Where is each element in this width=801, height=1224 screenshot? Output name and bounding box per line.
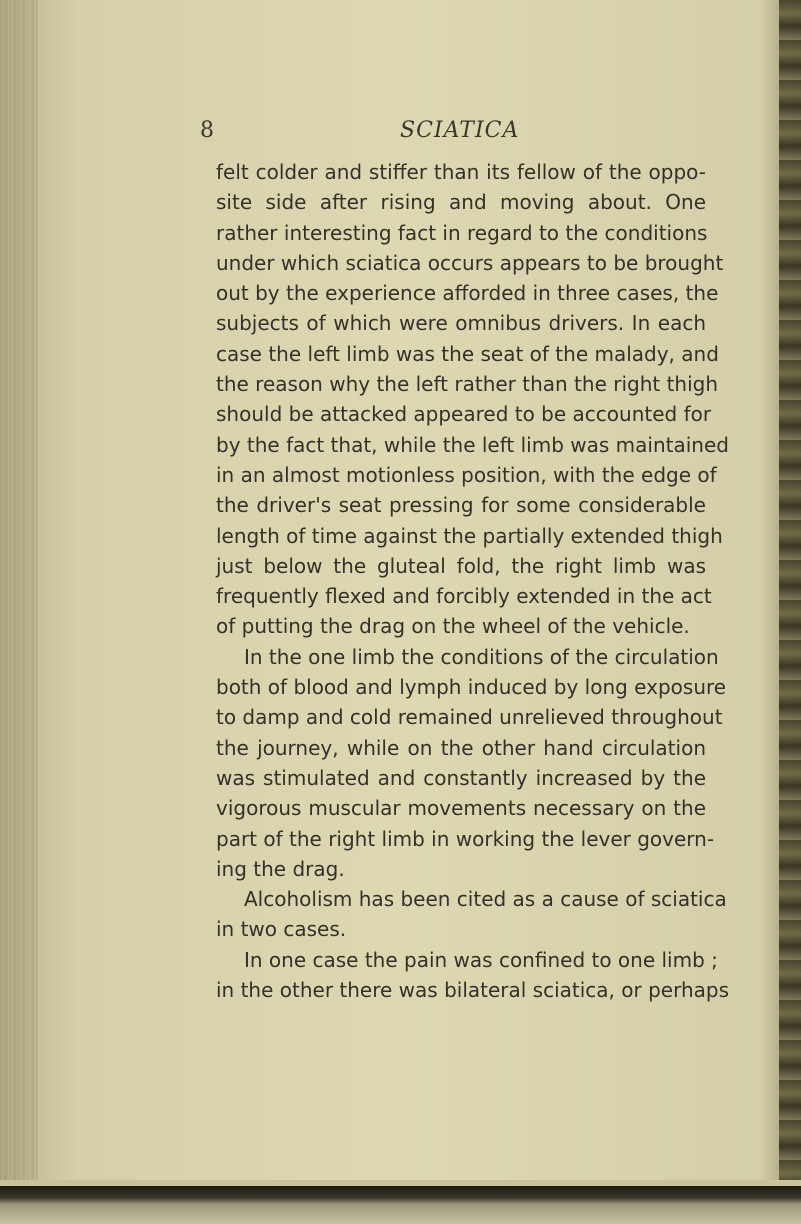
text-line: subjects of which were omnibus drivers. In each xyxy=(216,311,706,336)
text-line: rather interesting fact in regard to the conditions xyxy=(216,220,708,245)
page-left-edge xyxy=(0,0,38,1190)
page-number: 8 xyxy=(200,118,214,143)
text-line: the driver's seat pressing for some considerable xyxy=(216,493,706,518)
text-line: frequently flexed and forcibly extended in the act xyxy=(216,584,712,609)
text-line: site side after rising and moving about. One xyxy=(216,190,706,215)
text-line: by the fact that, while the left limb was maintained xyxy=(216,432,729,457)
body-text xyxy=(216,157,729,1005)
text-line: in the other there was bilateral sciatica, or perhaps xyxy=(216,978,729,1003)
page-header xyxy=(200,118,600,148)
text-line: the journey, while on the other hand circulation xyxy=(216,735,706,760)
text-line: case the left limb was the seat of the malady, and xyxy=(216,341,719,366)
text-line: under which sciatica occurs appears to be brought xyxy=(216,250,724,275)
text-line: was stimulated and constantly increased by the xyxy=(216,765,706,790)
text-line: should be attacked appeared to be accounted for xyxy=(216,402,712,427)
text-line: In the one limb the conditions of the circulation xyxy=(244,644,719,669)
text-line: length of time against the partially extended thigh xyxy=(216,523,723,548)
page-bottom-edge xyxy=(0,1180,801,1224)
text-line: both of blood and lymph induced by long exposure xyxy=(216,675,727,700)
text-line: Alcoholism has been cited as a cause of sciatica xyxy=(244,887,727,912)
text-line: just below the gluteal fold, the right limb was xyxy=(216,553,706,578)
book-spine-edge xyxy=(779,0,801,1200)
running-head: SCIATICA xyxy=(400,118,520,143)
text-line: ing the drag. xyxy=(216,856,345,881)
text-line: felt colder and stiffer than its fellow of the oppo- xyxy=(216,160,706,184)
text-line: in an almost motionless position, with the edge of xyxy=(216,462,717,487)
text-line: In one case the pain was confined to one limb ; xyxy=(244,947,718,972)
text-line: out by the experience afforded in three cases, the xyxy=(216,281,719,306)
text-line: the reason why the left rather than the right thigh xyxy=(216,372,719,397)
text-line: of putting the drag on the wheel of the vehicle. xyxy=(216,614,690,639)
text-line: to damp and cold remained unrelieved throughout xyxy=(216,705,723,730)
text-line: part of the right limb in working the lever govern- xyxy=(216,826,715,851)
text-line: vigorous muscular movements necessary on the xyxy=(216,796,706,821)
text-line: in two cases. xyxy=(216,917,347,942)
